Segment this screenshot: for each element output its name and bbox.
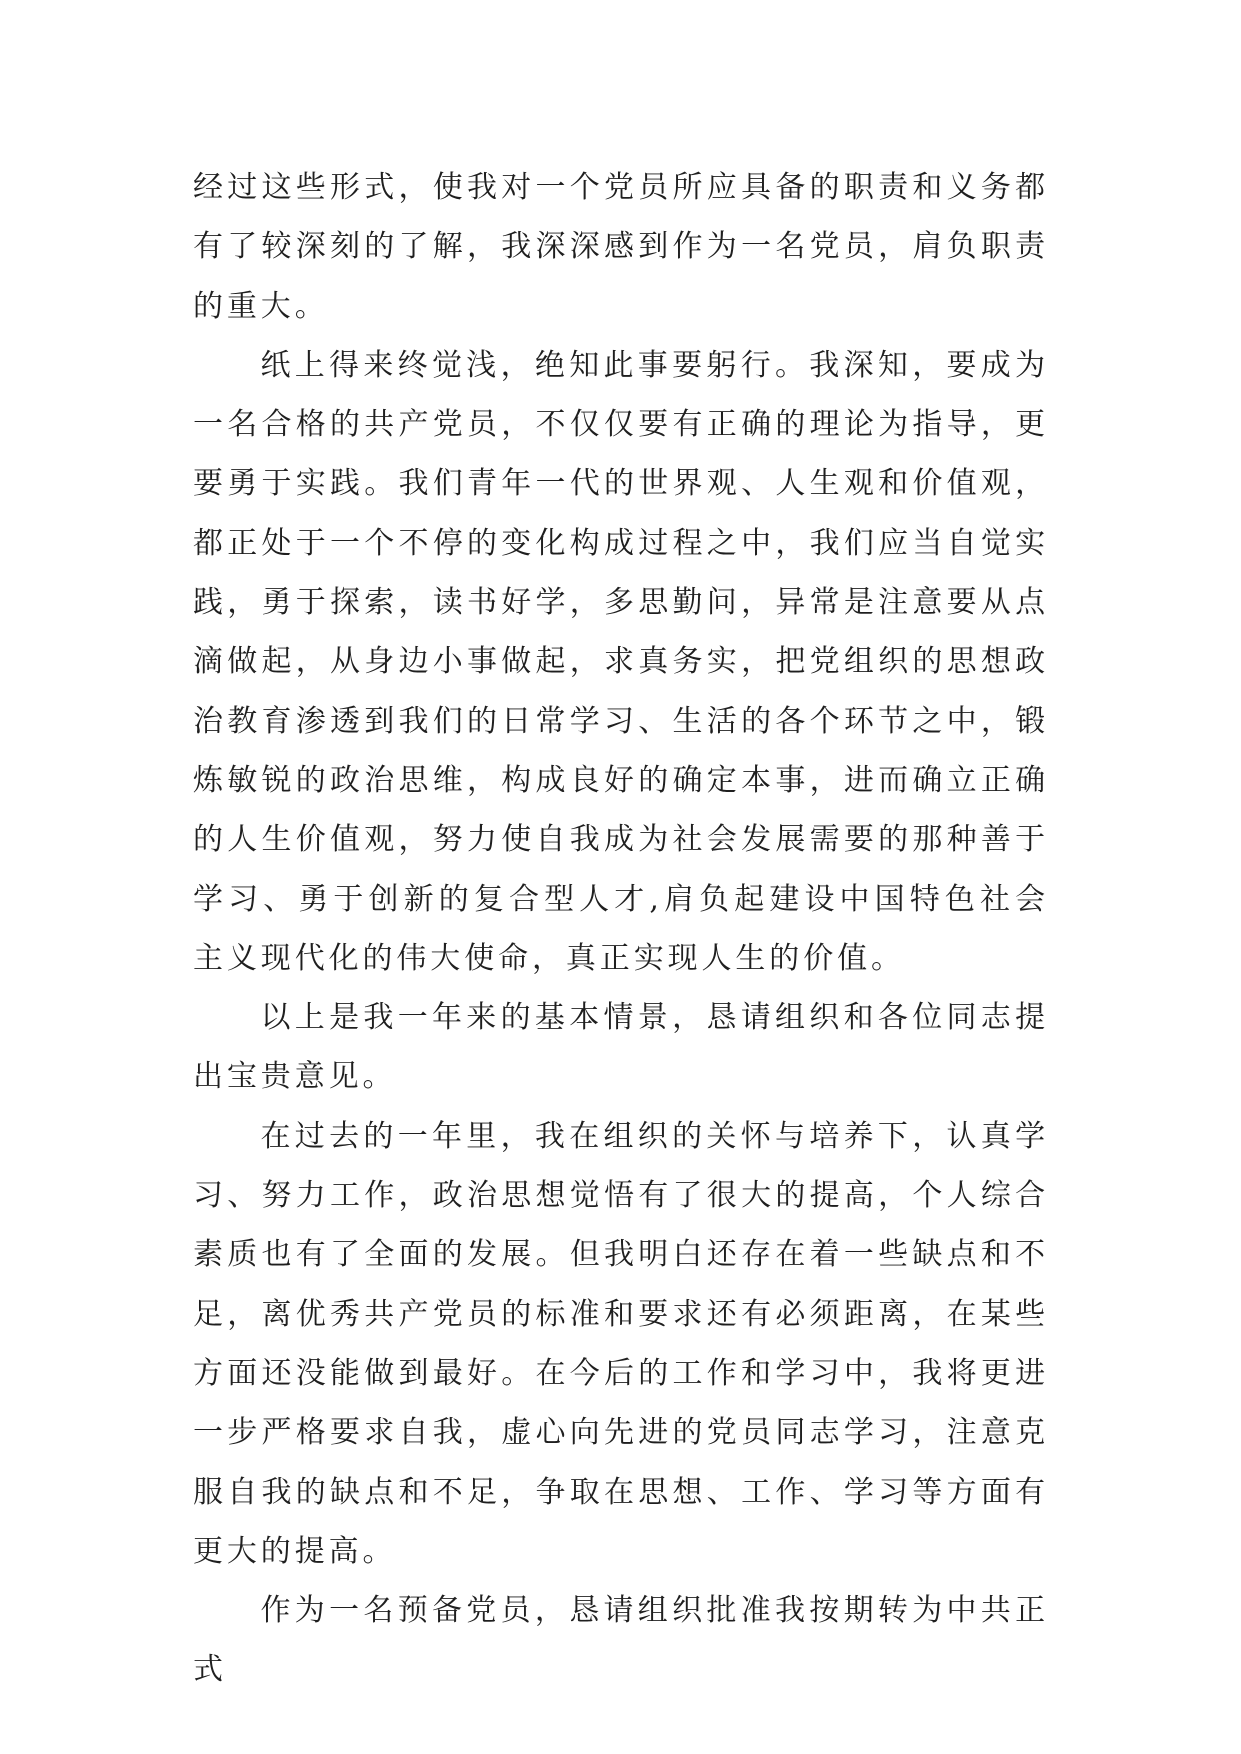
paragraph-practice: 纸上得来终觉浅，绝知此事要躬行。我深知，要成为一名合格的共产党员，不仅仅要有正确的理论为指导，更要勇于实践。我们青年一代的世界观、人生观和价值观，都正处于一个不停的变化构成过程之中，我们应当自觉实践，勇于探索，读书好学，多思勤问，异常是注意要从点滴做起，从身边小事做起，求真务实，把党组织的思想政治教育渗透到我们的日常学习、生活的各个环节之中，锻炼敏锐的政治思维，构成良好的确定本事，进而确立正确的人生价值观，努力使自我成为社会发展需要的那种善于学习、勇于创新的复合型人才,肩负起建设中国特色社会主义现代化的伟大使命，真正实现人生的价值。 — [193, 347, 1049, 976]
paragraph-summary: 以上是我一年来的基本情景，恳请组织和各位同志提出宝贵意见。 — [193, 1000, 1049, 1095]
paragraph-continuation: 经过这些形式，使我对一个党员所应具备的职责和义务都有了较深刻的了解，我深深感到作为一名党员，肩负职责的重大。 — [193, 170, 1049, 324]
paragraph-request: 作为一名预备党员，恳请组织批准我按期转为中共正式 — [193, 1593, 1049, 1688]
paragraph-reflection: 在过去的一年里，我在组织的关怀与培养下，认真学习、努力工作，政治思想觉悟有了很大的提高，个人综合素质也有了全面的发展。但我明白还存在着一些缺点和不足，离优秀共产党员的标准和要求还有必须距离，在某些方面还没能做到最好。在今后的工作和学习中，我将更进一步严格要求自我，虚心向先进的党员同志学习，注意克服自我的缺点和不足，争取在思想、工作、学习等方面有更大的提高。 — [193, 1118, 1049, 1569]
document-body — [193, 158, 1049, 1700]
